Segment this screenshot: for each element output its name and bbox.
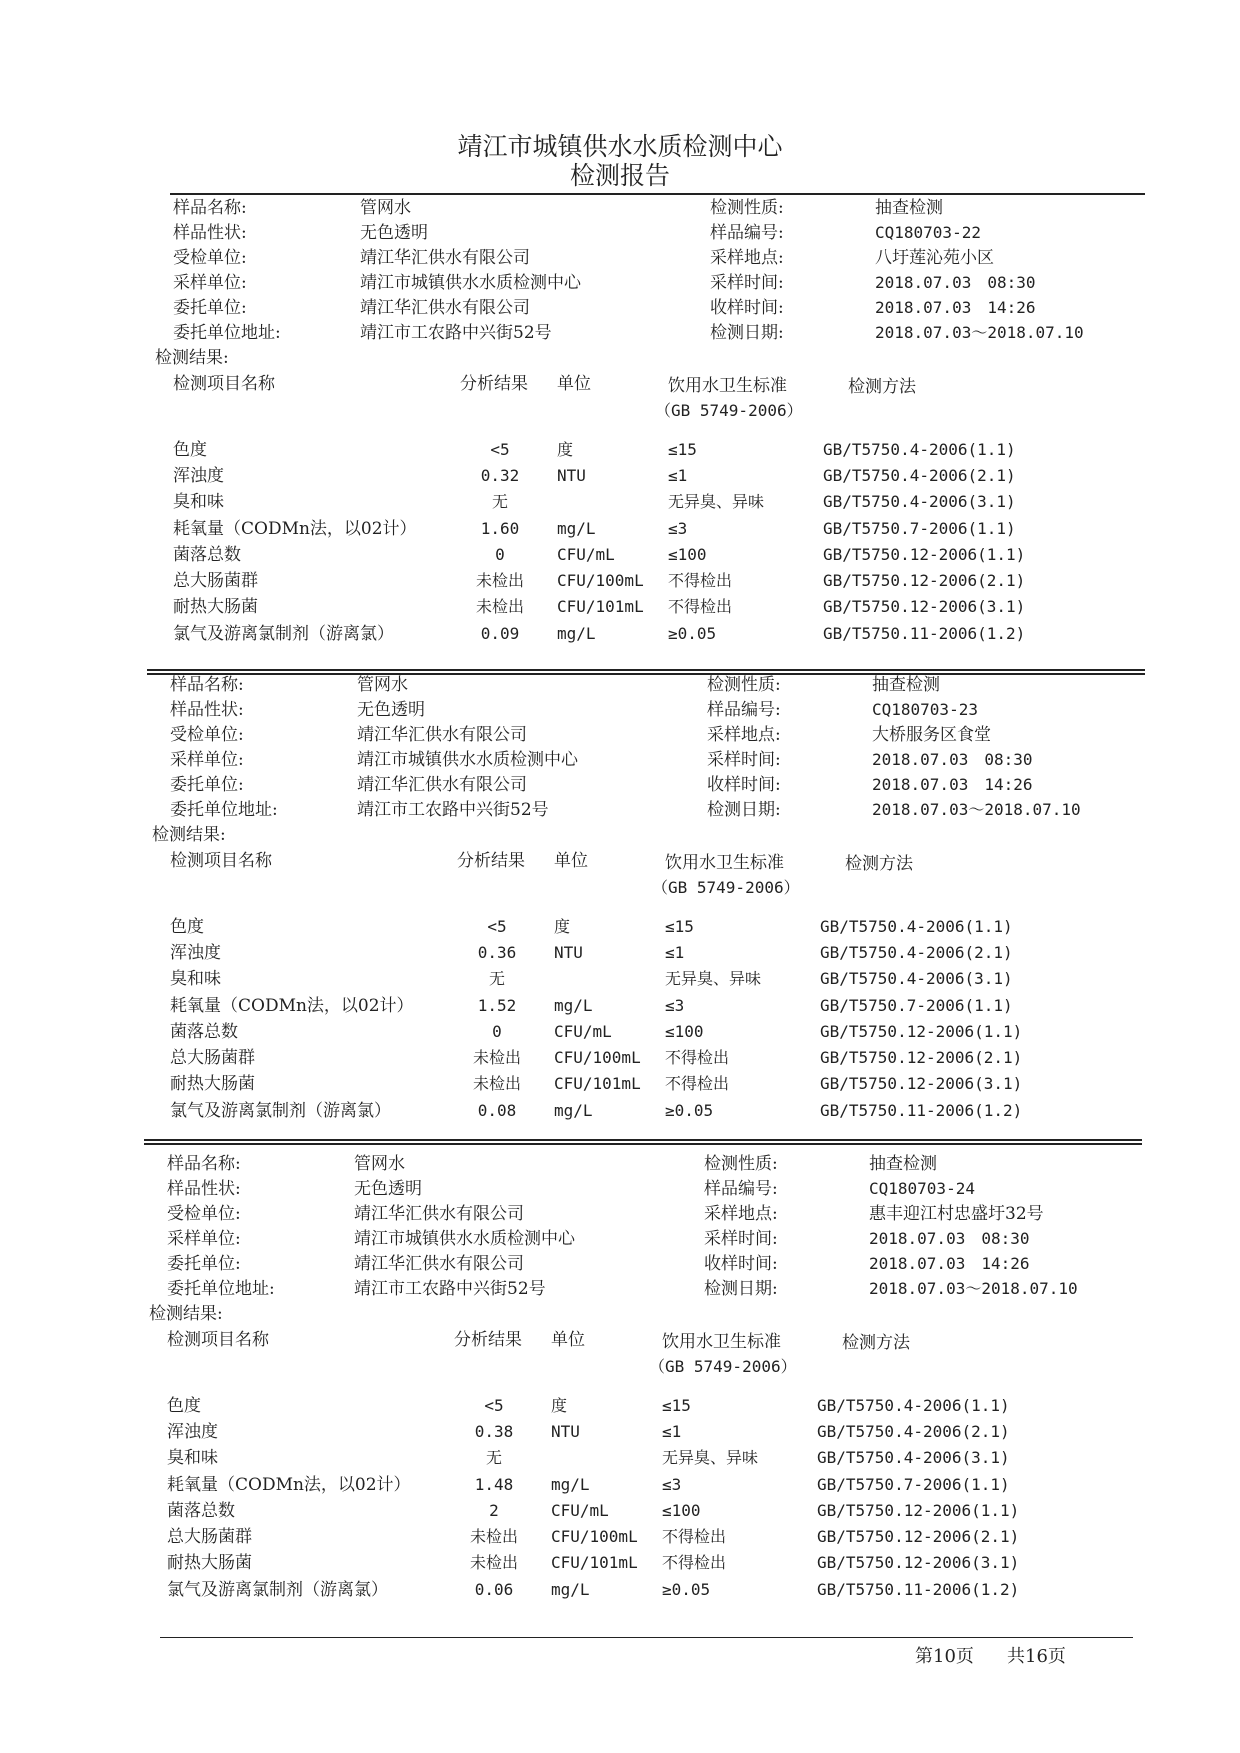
col-result-header: 分析结果 [457, 851, 525, 871]
block-separator-rule [147, 669, 1145, 671]
row-unit: mg/L [557, 624, 596, 643]
row-result: 未检出 [469, 1527, 518, 1546]
row-standard: ≤3 [662, 1475, 682, 1494]
row-item: 浑浊度 [170, 943, 221, 963]
inspected-unit-value: 靖江华汇供水有限公司 [360, 248, 530, 268]
row-item: 氯气及游离氯制剂（游离氯） [173, 624, 394, 644]
client-unit-value: 靖江华汇供水有限公司 [360, 298, 530, 318]
sample-no-label: 样品编号: [710, 223, 784, 243]
col-standard-ref: （GB 5749-2006） [649, 1357, 797, 1376]
col-result-header: 分析结果 [460, 374, 528, 394]
sample-no-label: 样品编号: [704, 1179, 778, 1199]
sampling-unit-value: 靖江市城镇供水水质检测中心 [360, 273, 581, 293]
receiving-time-value: 2018.07.03 14:26 [875, 298, 1036, 317]
sampling-site-label: 采样地点: [704, 1204, 778, 1224]
receiving-time-label: 收样时间: [704, 1254, 778, 1274]
test-date-label: 检测日期: [704, 1279, 778, 1299]
sampling-site-value: 八圩莲沁苑小区 [875, 248, 994, 268]
sample-state-value: 无色透明 [354, 1179, 422, 1199]
col-item-header: 检测项目名称 [167, 1330, 269, 1350]
row-standard: 不得检出 [668, 597, 733, 616]
row-method: GB/T5750.12-2006(2.1) [820, 1048, 1023, 1067]
row-item: 总大肠菌群 [173, 571, 258, 591]
row-standard: ≥0.05 [662, 1580, 711, 1599]
row-item: 浑浊度 [173, 466, 224, 486]
test-nature-value: 抽查检测 [869, 1154, 937, 1174]
sample-name-value: 管网水 [357, 675, 408, 695]
sample-block-1 [150, 197, 1150, 657]
row-unit: CFU/100mL [551, 1527, 638, 1546]
row-unit: 度 [557, 440, 574, 459]
row-unit: NTU [557, 466, 586, 485]
row-result: 0.38 [474, 1422, 514, 1441]
sampling-time-label: 采样时间: [707, 750, 781, 770]
row-result: 未检出 [472, 1048, 521, 1067]
row-standard: 无异臭、异味 [668, 492, 765, 511]
col-standard-header: 饮用水卫生标准 [668, 376, 787, 396]
sampling-time-value: 2018.07.03 08:30 [869, 1229, 1030, 1248]
col-method-header: 检测方法 [842, 1333, 910, 1353]
row-unit: NTU [551, 1422, 580, 1441]
client-address-value: 靖江市工农路中兴街52号 [354, 1279, 546, 1299]
row-item: 耗氧量（CODMn法，以02计） [170, 996, 414, 1016]
block-separator-rule [147, 673, 1145, 675]
row-item: 耐热大肠菌 [170, 1074, 255, 1094]
row-result: 无 [491, 492, 508, 511]
sampling-site-label: 采样地点: [710, 248, 784, 268]
row-standard: 不得检出 [662, 1527, 727, 1546]
report-subtitle: 检测报告 [569, 161, 670, 190]
col-standard-ref: （GB 5749-2006） [652, 878, 800, 897]
test-date-value: 2018.07.03～2018.07.10 [869, 1279, 1078, 1298]
block-separator-rule [144, 1143, 1142, 1145]
row-standard: ≤3 [665, 996, 685, 1015]
row-unit: mg/L [557, 519, 596, 538]
row-standard: ≤100 [662, 1501, 701, 1520]
footer-rule [160, 1637, 1133, 1638]
row-method: GB/T5750.11-2006(1.2) [817, 1580, 1020, 1599]
row-method: GB/T5750.11-2006(1.2) [820, 1101, 1023, 1120]
sampling-time-label: 采样时间: [710, 273, 784, 293]
test-nature-value: 抽查检测 [872, 675, 940, 695]
sample-no-value: CQ180703-24 [869, 1179, 975, 1198]
row-result: 2 [489, 1501, 499, 1520]
row-standard: 不得检出 [665, 1048, 730, 1067]
row-method: GB/T5750.7-2006(1.1) [820, 996, 1013, 1015]
client-address-value: 靖江市工农路中兴街52号 [360, 323, 552, 343]
col-standard-header: 饮用水卫生标准 [662, 1332, 781, 1352]
sample-state-label: 样品性状: [173, 223, 247, 243]
row-unit: NTU [554, 943, 583, 962]
row-standard: 无异臭、异味 [662, 1448, 759, 1467]
sampling-unit-label: 采样单位: [173, 273, 247, 293]
report-title: 靖江市城镇供水水质检测中心 [457, 132, 783, 161]
row-unit: CFU/mL [557, 545, 615, 564]
receiving-time-label: 收样时间: [710, 298, 784, 318]
sampling-time-value: 2018.07.03 08:30 [872, 750, 1033, 769]
row-method: GB/T5750.4-2006(2.1) [817, 1422, 1010, 1441]
row-result: 无 [485, 1448, 502, 1467]
results-label: 检测结果: [155, 348, 229, 368]
sampling-unit-label: 采样单位: [167, 1229, 241, 1249]
col-unit-header: 单位 [557, 374, 591, 394]
receiving-time-value: 2018.07.03 14:26 [869, 1254, 1030, 1273]
page-number: 第10页 [915, 1646, 974, 1667]
sample-state-value: 无色透明 [360, 223, 428, 243]
row-unit: mg/L [551, 1580, 590, 1599]
row-method: GB/T5750.12-2006(1.1) [823, 545, 1026, 564]
col-standard-ref: （GB 5749-2006） [655, 401, 803, 420]
inspected-unit-label: 受检单位: [167, 1204, 241, 1224]
row-standard: ≤15 [665, 917, 694, 936]
row-result: 0.36 [477, 943, 517, 962]
row-unit: CFU/101mL [554, 1074, 641, 1093]
row-method: GB/T5750.11-2006(1.2) [823, 624, 1026, 643]
results-label: 检测结果: [152, 825, 226, 845]
row-method: GB/T5750.12-2006(3.1) [817, 1553, 1020, 1572]
client-unit-value: 靖江华汇供水有限公司 [354, 1254, 524, 1274]
sample-name-value: 管网水 [354, 1154, 405, 1174]
sample-block-3 [144, 1153, 1144, 1613]
row-item: 耐热大肠菌 [167, 1553, 252, 1573]
row-method: GB/T5750.12-2006(1.1) [820, 1022, 1023, 1041]
client-address-value: 靖江市工农路中兴街52号 [357, 800, 549, 820]
row-method: GB/T5750.4-2006(3.1) [823, 492, 1016, 511]
row-result: 0.09 [480, 624, 520, 643]
sampling-site-value: 大桥服务区食堂 [872, 725, 991, 745]
row-result: 未检出 [475, 597, 524, 616]
sample-state-value: 无色透明 [357, 700, 425, 720]
row-result: 0.32 [480, 466, 520, 485]
header-rule [170, 193, 1145, 195]
row-standard: ≤15 [662, 1396, 691, 1415]
row-item: 氯气及游离氯制剂（游离氯） [170, 1101, 391, 1121]
client-unit-label: 委托单位: [173, 298, 247, 318]
row-result: 未检出 [472, 1074, 521, 1093]
col-item-header: 检测项目名称 [170, 851, 272, 871]
row-method: GB/T5750.12-2006(1.1) [817, 1501, 1020, 1520]
test-nature-label: 检测性质: [704, 1154, 778, 1174]
row-item: 臭和味 [167, 1448, 218, 1468]
row-unit: CFU/mL [554, 1022, 612, 1041]
row-standard: 无异臭、异味 [665, 969, 762, 988]
row-method: GB/T5750.7-2006(1.1) [817, 1475, 1010, 1494]
test-nature-label: 检测性质: [707, 675, 781, 695]
sampling-unit-value: 靖江市城镇供水水质检测中心 [357, 750, 578, 770]
row-unit: CFU/100mL [554, 1048, 641, 1067]
col-standard-header: 饮用水卫生标准 [665, 853, 784, 873]
row-item: 菌落总数 [173, 545, 241, 565]
row-unit: 度 [554, 917, 571, 936]
row-standard: 不得检出 [662, 1553, 727, 1572]
row-item: 氯气及游离氯制剂（游离氯） [167, 1580, 388, 1600]
sample-state-label: 样品性状: [170, 700, 244, 720]
row-standard: ≤1 [665, 943, 685, 962]
sample-no-value: CQ180703-23 [872, 700, 978, 719]
row-result: 0.06 [474, 1580, 514, 1599]
row-result: 未检出 [475, 571, 524, 590]
inspected-unit-label: 受检单位: [170, 725, 244, 745]
client-unit-label: 委托单位: [170, 775, 244, 795]
test-nature-label: 检测性质: [710, 198, 784, 218]
row-standard: ≤100 [668, 545, 707, 564]
row-item: 臭和味 [173, 492, 224, 512]
row-item: 浑浊度 [167, 1422, 218, 1442]
sample-name-label: 样品名称: [170, 675, 244, 695]
row-result: 0 [495, 545, 505, 564]
row-standard: ≤100 [665, 1022, 704, 1041]
sample-name-label: 样品名称: [167, 1154, 241, 1174]
row-result: <5 [487, 917, 507, 936]
page-total: 共16页 [1007, 1646, 1066, 1667]
sampling-unit-value: 靖江市城镇供水水质检测中心 [354, 1229, 575, 1249]
row-item: 耗氧量（CODMn法，以02计） [173, 519, 417, 539]
col-unit-header: 单位 [554, 851, 588, 871]
sample-block-2 [147, 674, 1147, 1134]
row-standard: 不得检出 [668, 571, 733, 590]
row-method: GB/T5750.4-2006(3.1) [820, 969, 1013, 988]
row-method: GB/T5750.4-2006(3.1) [817, 1448, 1010, 1467]
row-standard: ≤15 [668, 440, 697, 459]
row-item: 色度 [173, 440, 207, 460]
row-unit: CFU/101mL [551, 1553, 638, 1572]
row-result: 0 [492, 1022, 502, 1041]
inspected-unit-label: 受检单位: [173, 248, 247, 268]
row-method: GB/T5750.4-2006(2.1) [823, 466, 1016, 485]
row-method: GB/T5750.4-2006(1.1) [817, 1396, 1010, 1415]
client-unit-label: 委托单位: [167, 1254, 241, 1274]
test-date-value: 2018.07.03～2018.07.10 [875, 323, 1084, 342]
row-result: 无 [488, 969, 505, 988]
test-date-label: 检测日期: [707, 800, 781, 820]
row-result: 未检出 [469, 1553, 518, 1572]
row-unit: CFU/100mL [557, 571, 644, 590]
col-item-header: 检测项目名称 [173, 374, 275, 394]
sampling-time-value: 2018.07.03 08:30 [875, 273, 1036, 292]
row-unit: 度 [551, 1396, 568, 1415]
receiving-time-value: 2018.07.03 14:26 [872, 775, 1033, 794]
row-item: 菌落总数 [167, 1501, 235, 1521]
sample-state-label: 样品性状: [167, 1179, 241, 1199]
row-unit: CFU/mL [551, 1501, 609, 1520]
row-result: 1.60 [480, 519, 520, 538]
row-item: 总大肠菌群 [167, 1527, 252, 1547]
row-method: GB/T5750.4-2006(2.1) [820, 943, 1013, 962]
row-method: GB/T5750.12-2006(2.1) [823, 571, 1026, 590]
sampling-site-label: 采样地点: [707, 725, 781, 745]
inspected-unit-value: 靖江华汇供水有限公司 [357, 725, 527, 745]
sample-no-value: CQ180703-22 [875, 223, 981, 242]
sample-no-label: 样品编号: [707, 700, 781, 720]
results-label: 检测结果: [149, 1304, 223, 1324]
row-method: GB/T5750.7-2006(1.1) [823, 519, 1016, 538]
col-method-header: 检测方法 [845, 854, 913, 874]
row-standard: ≤3 [668, 519, 688, 538]
row-result: <5 [484, 1396, 504, 1415]
client-unit-value: 靖江华汇供水有限公司 [357, 775, 527, 795]
row-item: 菌落总数 [170, 1022, 238, 1042]
row-unit: mg/L [554, 996, 593, 1015]
row-unit: mg/L [551, 1475, 590, 1494]
row-item: 色度 [167, 1396, 201, 1416]
row-method: GB/T5750.4-2006(1.1) [823, 440, 1016, 459]
receiving-time-label: 收样时间: [707, 775, 781, 795]
row-method: GB/T5750.12-2006(3.1) [823, 597, 1026, 616]
row-result: 0.08 [477, 1101, 517, 1120]
client-address-label: 委托单位地址: [173, 323, 281, 343]
row-method: GB/T5750.4-2006(1.1) [820, 917, 1013, 936]
row-standard: ≤1 [662, 1422, 682, 1441]
sampling-time-label: 采样时间: [704, 1229, 778, 1249]
row-unit: CFU/101mL [557, 597, 644, 616]
client-address-label: 委托单位地址: [167, 1279, 275, 1299]
row-standard: ≥0.05 [668, 624, 717, 643]
row-item: 耗氧量（CODMn法，以02计） [167, 1475, 411, 1495]
sampling-unit-label: 采样单位: [170, 750, 244, 770]
col-result-header: 分析结果 [454, 1330, 522, 1350]
row-item: 总大肠菌群 [170, 1048, 255, 1068]
row-result: 1.52 [477, 996, 517, 1015]
inspected-unit-value: 靖江华汇供水有限公司 [354, 1204, 524, 1224]
sample-name-value: 管网水 [360, 198, 411, 218]
block-separator-rule [144, 1139, 1142, 1141]
test-nature-value: 抽查检测 [875, 198, 943, 218]
row-method: GB/T5750.12-2006(3.1) [820, 1074, 1023, 1093]
row-item: 色度 [170, 917, 204, 937]
row-item: 臭和味 [170, 969, 221, 989]
row-standard: ≥0.05 [665, 1101, 714, 1120]
row-standard: 不得检出 [665, 1074, 730, 1093]
sampling-site-value: 惠丰迎江村忠盛圩32号 [869, 1204, 1044, 1224]
row-method: GB/T5750.12-2006(2.1) [817, 1527, 1020, 1546]
row-item: 耐热大肠菌 [173, 597, 258, 617]
row-result: <5 [490, 440, 510, 459]
col-method-header: 检测方法 [848, 377, 916, 397]
row-standard: ≤1 [668, 466, 688, 485]
sample-name-label: 样品名称: [173, 198, 247, 218]
row-result: 1.48 [474, 1475, 514, 1494]
row-unit: mg/L [554, 1101, 593, 1120]
client-address-label: 委托单位地址: [170, 800, 278, 820]
test-date-label: 检测日期: [710, 323, 784, 343]
col-unit-header: 单位 [551, 1330, 585, 1350]
test-date-value: 2018.07.03～2018.07.10 [872, 800, 1081, 819]
